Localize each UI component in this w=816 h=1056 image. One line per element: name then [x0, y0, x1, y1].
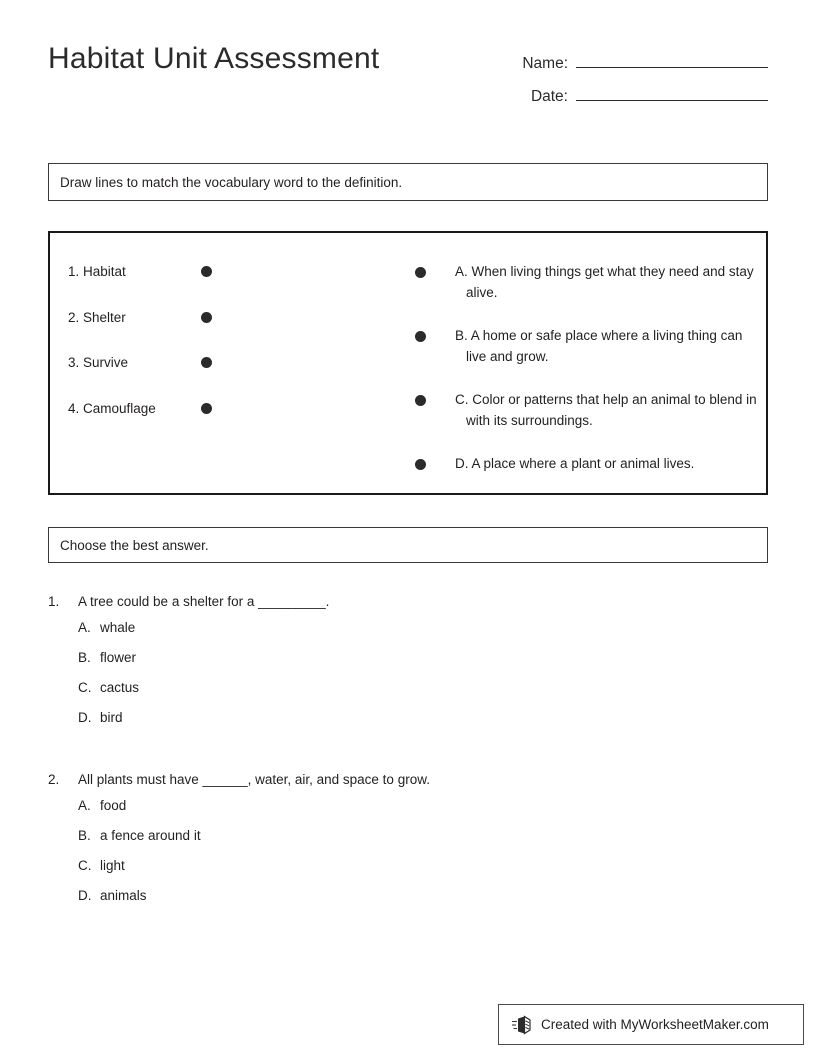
- matching-term-label: 4. Camouflage: [68, 400, 156, 416]
- question-block: [48, 772, 768, 918]
- matching-term-dot[interactable]: [201, 312, 212, 323]
- name-input-line[interactable]: [576, 50, 768, 68]
- footer-credit-text: Created with MyWorksheetMaker.com: [541, 1017, 769, 1032]
- footer-credit-badge[interactable]: [498, 1004, 804, 1045]
- matching-term-label: 1. Habitat: [68, 263, 126, 279]
- matching-definition-dot-wrap: [415, 389, 455, 411]
- worksheet-header: [48, 42, 768, 124]
- question-number: 2.: [48, 772, 60, 787]
- option-text: light: [100, 858, 125, 873]
- matching-definition-dot-wrap: [415, 325, 455, 347]
- matching-definition-row[interactable]: [415, 261, 765, 303]
- option-row[interactable]: [78, 798, 768, 828]
- matching-definition-row[interactable]: [415, 453, 765, 475]
- option-letter: A.: [78, 798, 91, 813]
- matching-definition-dot[interactable]: [415, 459, 426, 470]
- matching-term-row[interactable]: [68, 398, 368, 418]
- matching-term-row[interactable]: [68, 307, 368, 327]
- matching-definition-text: D. A place where a plant or animal lives.: [455, 456, 695, 471]
- matching-instruction-box: [48, 163, 768, 201]
- matching-definition-text: B. A home or safe place where a living thing can live and grow.: [455, 328, 743, 364]
- option-row[interactable]: [78, 620, 768, 650]
- multiple-choice-instruction-box: [48, 527, 768, 563]
- option-row[interactable]: [78, 858, 768, 888]
- matching-definition-row[interactable]: [415, 325, 765, 367]
- page-title: Habitat Unit Assessment: [48, 42, 380, 75]
- option-text: food: [100, 798, 127, 813]
- question-number: 1.: [48, 594, 60, 609]
- option-row[interactable]: [78, 888, 768, 918]
- matching-definition-row[interactable]: [415, 389, 765, 431]
- question-text: All plants must have ______, water, air, and space to grow.: [78, 772, 430, 787]
- option-text: cactus: [100, 680, 140, 695]
- matching-definition-text: A. When living things get what they need and stay alive.: [455, 264, 754, 300]
- matching-term-dot[interactable]: [201, 403, 212, 414]
- option-row[interactable]: [78, 650, 768, 680]
- question-block: [48, 594, 768, 740]
- matching-term-label: 3. Survive: [68, 354, 129, 370]
- option-letter: D.: [78, 888, 92, 903]
- matching-section: [48, 231, 768, 495]
- option-letter: D.: [78, 710, 92, 725]
- name-date-group: [468, 50, 768, 116]
- option-letter: A.: [78, 620, 91, 635]
- matching-definition-dot[interactable]: [415, 267, 426, 278]
- matching-instruction-text: Draw lines to match the vocabulary word to the definition.: [60, 174, 403, 190]
- matching-definition-dot-wrap: [415, 261, 455, 283]
- date-label: Date:: [530, 88, 568, 105]
- matching-term-row[interactable]: [68, 352, 368, 372]
- option-text: flower: [100, 650, 137, 665]
- option-list: [48, 798, 768, 918]
- question-line: [48, 594, 768, 609]
- name-row: [468, 50, 768, 83]
- matching-term-label: 2. Shelter: [68, 309, 126, 325]
- matching-term-dot[interactable]: [201, 266, 212, 277]
- option-row[interactable]: [78, 710, 768, 740]
- matching-definition-dot[interactable]: [415, 395, 426, 406]
- matching-term-dot[interactable]: [201, 357, 212, 368]
- option-row[interactable]: [78, 680, 768, 710]
- date-input-line[interactable]: [576, 83, 768, 101]
- question-line: [48, 772, 768, 787]
- option-letter: C.: [78, 858, 92, 873]
- matching-definitions-column: [390, 233, 770, 493]
- date-row: [468, 83, 768, 116]
- matching-terms-column: [50, 233, 390, 493]
- option-letter: B.: [78, 828, 91, 843]
- option-text: a fence around it: [100, 828, 201, 843]
- matching-definition-dot-wrap: [415, 453, 455, 475]
- matching-term-row[interactable]: [68, 261, 368, 281]
- option-text: whale: [100, 620, 136, 635]
- matching-definition-dot[interactable]: [415, 331, 426, 342]
- name-label: Name:: [522, 55, 568, 72]
- option-text: bird: [100, 710, 123, 725]
- option-text: animals: [100, 888, 147, 903]
- question-text: A tree could be a shelter for a _________.: [78, 594, 330, 609]
- option-row[interactable]: [78, 828, 768, 858]
- option-list: [48, 620, 768, 740]
- worksheet-maker-logo-icon: [511, 1014, 533, 1036]
- multiple-choice-instruction-text: Choose the best answer.: [60, 537, 209, 553]
- option-letter: C.: [78, 680, 92, 695]
- option-letter: B.: [78, 650, 91, 665]
- matching-definition-text: C. Color or patterns that help an animal to blend in with its surroundings.: [455, 392, 757, 428]
